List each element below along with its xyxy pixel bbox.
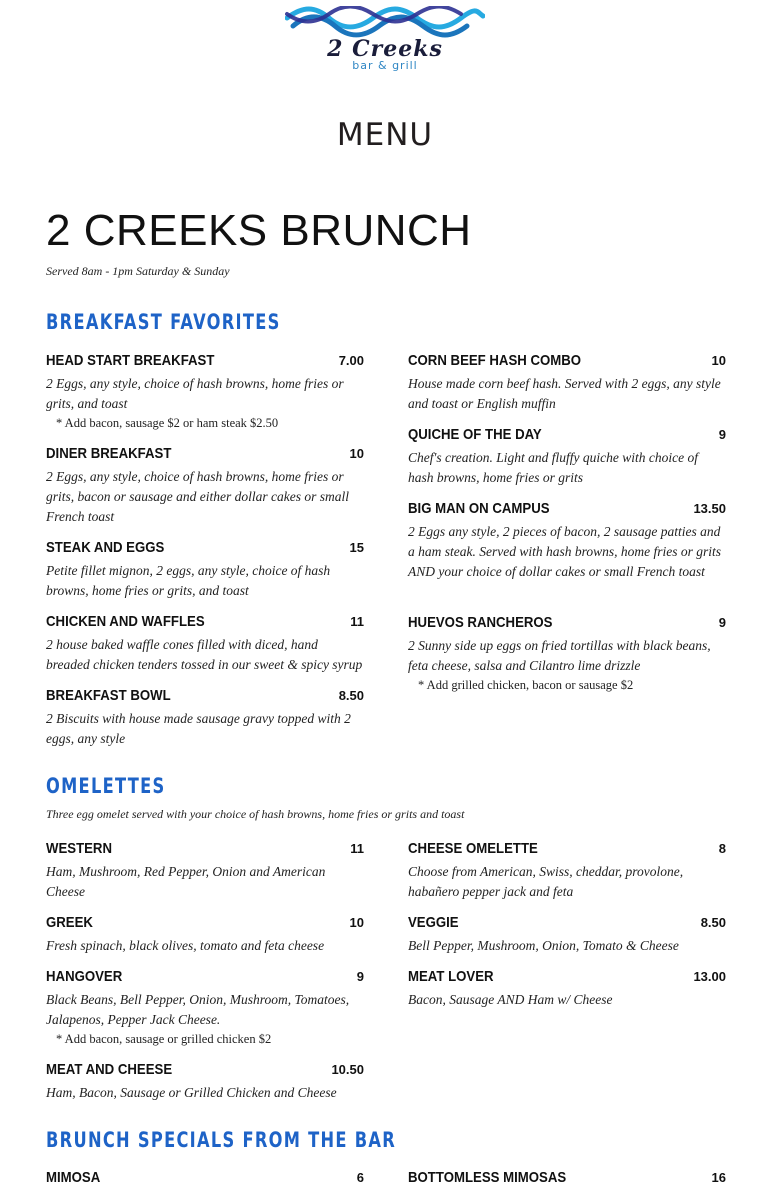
section-title-bar: BRUNCH SPECIALS FROM THE BAR [46,1128,397,1152]
item-price: 7.00 [338,353,364,368]
item-name: CHEESE OMELETTE [408,840,538,857]
item-description: Fresh spinach, black olives, tomato and feta cheese [46,938,325,953]
item-name: MEAT AND CHEESE [46,1061,173,1078]
item-description: Choose from American, Swiss, cheddar, provolone, habañero pepper jack and feta [408,864,684,899]
menu-item [408,426,726,488]
menu-item [408,914,726,956]
item-name: MEAT LOVER [408,968,494,985]
menu-item [408,614,726,694]
item-description: 2 Eggs, any style, choice of hash browns, home fries or grits, bacon or sausage and either dollar cakes or small French toast [46,469,349,524]
menu-item [46,1061,364,1103]
logo-subtitle: bar & grill [352,59,418,72]
item-description: 2 Eggs any style, 2 pieces of bacon, 2 sausage patties and a ham steak. Served with hash browns, home fries or grits AND your choice of dollar cakes or small French toast [408,524,721,579]
item-price: 8.50 [700,915,726,930]
item-price: 15 [349,540,364,555]
page-title: MENU [336,117,434,153]
item-description: 2 Biscuits with house made sausage gravy topped with 2 eggs, any style [46,711,351,746]
item-addon: * Add bacon, sausage or grilled chicken $2 [56,1032,272,1046]
item-description: House made corn beef hash. Served with 2 eggs, any style and toast or English muffin [408,376,721,411]
item-name: WESTERN [46,840,112,857]
menu-item [408,500,726,582]
logo-script: 2 Creeks [327,36,443,62]
item-name: HUEVOS RANCHEROS [408,614,553,631]
menu-item [408,840,726,902]
item-name: BIG MAN ON CAMPUS [408,500,550,517]
item-price: 11 [350,614,364,629]
item-name: CORN BEEF HASH COMBO [408,352,582,369]
item-price: 10 [349,446,364,461]
item-description: 2 Eggs, any style, choice of hash browns, home fries or grits, and toast [46,376,344,411]
item-name: BREAKFAST BOWL [46,687,171,704]
menu-item [46,539,364,601]
menu-item [408,352,726,414]
menu-item [46,968,364,1048]
brunch-hours: Served 8am - 1pm Saturday & Sunday [46,264,230,278]
item-description: Bacon, Sausage AND Ham w/ Cheese [408,992,613,1007]
item-price: 9 [718,427,726,442]
section-title-breakfast: BREAKFAST FAVORITES [46,310,281,334]
section-note: Three egg omelet served with your choice of hash browns, home fries or grits and toast [46,807,465,821]
item-price: 11 [350,841,364,856]
item-description: Ham, Mushroom, Red Pepper, Onion and American Cheese [46,864,326,899]
item-description: 2 Sunny side up eggs on fried tortillas with black beans, feta cheese, salsa and Cilantro lime drizzle [408,638,711,673]
menu-item [46,687,364,749]
item-description: Black Beans, Bell Pepper, Onion, Mushroom, Tomatoes, Jalapenos, Pepper Jack Cheese. [46,992,350,1027]
menu-item [46,914,364,956]
item-name: BOTTOMLESS MIMOSAS [408,1169,567,1184]
item-name: VEGGIE [408,914,459,931]
item-name: QUICHE OF THE DAY [408,426,542,443]
brunch-title: 2 CREEKS BRUNCH [46,206,472,255]
item-name: CHICKEN AND WAFFLES [46,613,205,630]
item-name: HANGOVER [46,968,123,985]
menu-item [46,445,364,527]
item-price: 9 [718,615,726,630]
item-name: MIMOSA [46,1169,101,1184]
item-description: 2 house baked waffle cones filled with diced, hand breaded chicken tenders tossed in our sweet & spicy syrup [46,637,363,672]
menu-item [46,352,364,432]
menu-item [408,968,726,1010]
item-description: Petite fillet mignon, 2 eggs, any style, choice of hash browns, home fries or grits, and toast [46,563,331,598]
item-price: 13.50 [693,501,726,516]
item-name: DINER BREAKFAST [46,445,172,462]
item-name: HEAD START BREAKFAST [46,352,215,369]
item-price: 10 [711,353,726,368]
item-price: 9 [356,969,364,984]
item-name: GREEK [46,914,93,931]
item-price: 6 [356,1170,364,1184]
menu-item [46,1169,364,1184]
menu-item [46,613,364,675]
item-price: 10.50 [331,1062,364,1077]
item-price: 10 [349,915,364,930]
item-name: STEAK AND EGGS [46,539,165,556]
menu-item [46,840,364,902]
logo[interactable] [285,6,485,74]
item-price: 8.50 [338,688,364,703]
item-price: 8 [718,841,726,856]
item-addon: * Add grilled chicken, bacon or sausage $2 [418,678,634,692]
item-description: Chef's creation. Light and fluffy quiche with choice of hash browns, home fries or grits [408,450,698,485]
item-description: Bell Pepper, Mushroom, Onion, Tomato & Cheese [408,938,679,953]
item-description: Ham, Bacon, Sausage or Grilled Chicken and Cheese [46,1085,337,1100]
item-price: 13.00 [693,969,726,984]
item-price: 16 [711,1170,726,1184]
item-addon: * Add bacon, sausage $2 or ham steak $2.50 [56,416,279,430]
menu-item [408,1169,726,1184]
section-title-omelettes: OMELETTES [46,774,166,798]
